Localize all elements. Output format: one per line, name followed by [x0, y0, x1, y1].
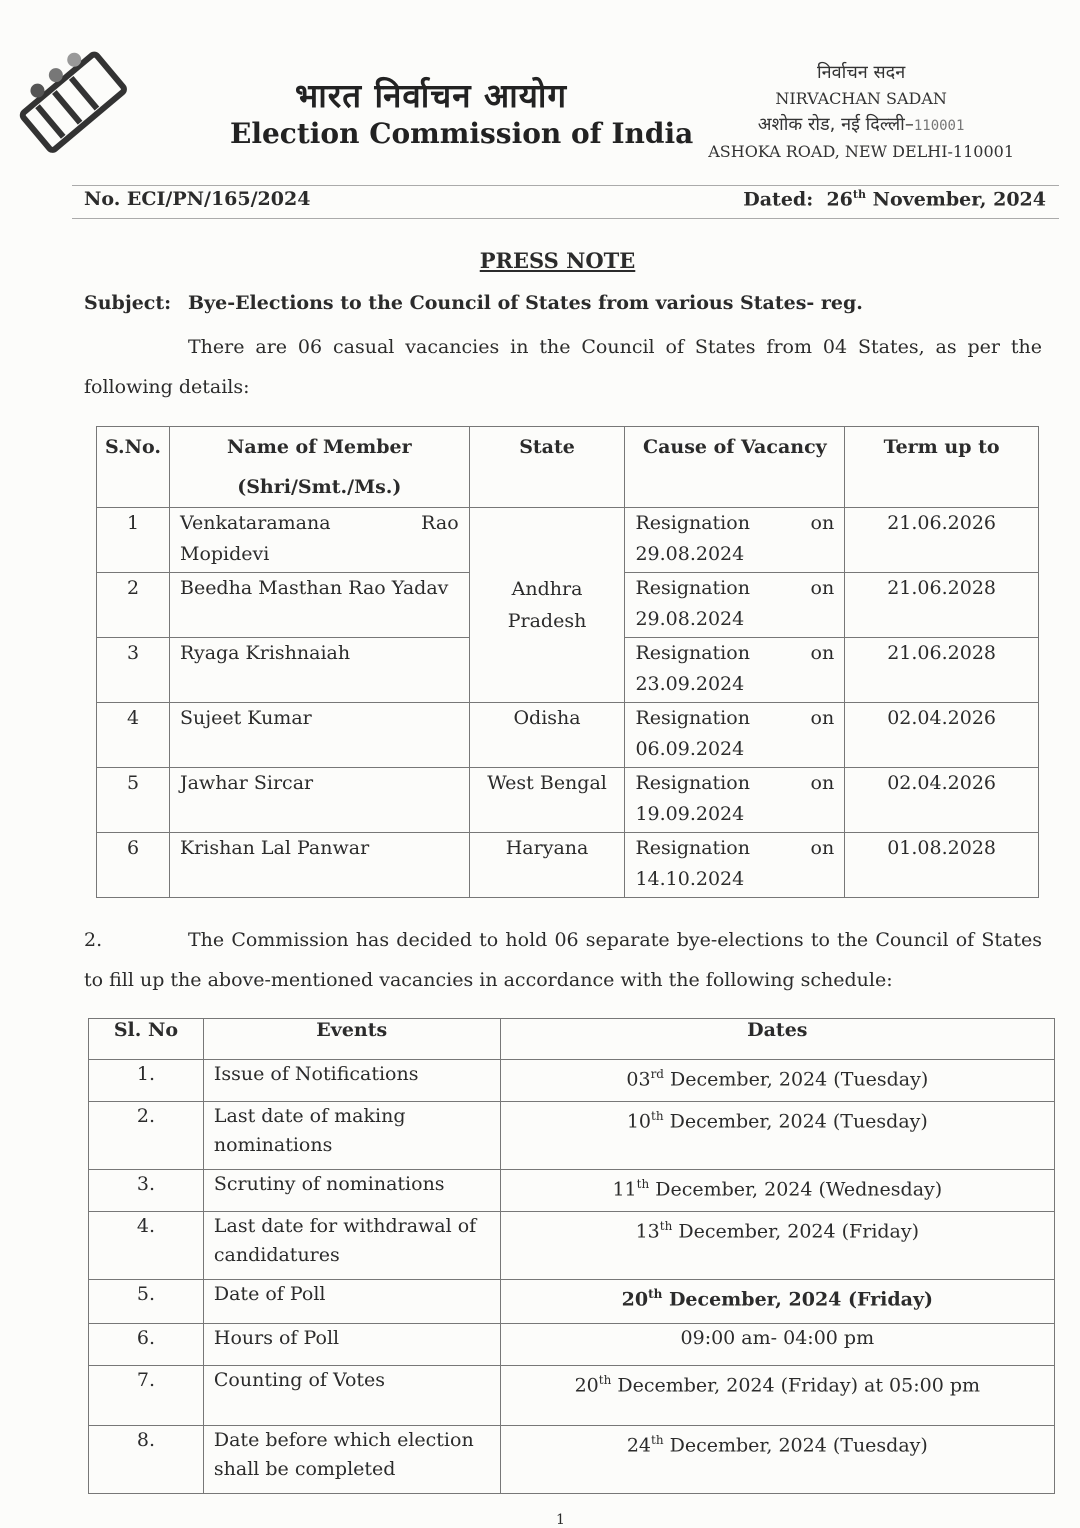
cause-on: on — [810, 707, 835, 729]
header-slno: Sl. No — [89, 1019, 204, 1060]
cell-term: 02.04.2026 — [845, 703, 1039, 768]
date-suffix: rd — [650, 1067, 664, 1081]
header-name-line-2: (Shri/Smt./Ms.) — [237, 476, 402, 498]
cell-term: 21.06.2028 — [845, 638, 1039, 703]
cell-sno: 1 — [97, 508, 170, 573]
cell-name-part: Rao — [421, 512, 459, 534]
cell-sno: 5 — [97, 768, 170, 833]
address-hindi-pin: 110001 — [913, 118, 965, 134]
date-suffix: th — [852, 188, 866, 201]
cell-name — [169, 508, 469, 573]
date-suffix: th — [659, 1219, 673, 1233]
cell-slno: 4. — [89, 1212, 204, 1280]
cause-word: Resignation — [635, 512, 750, 534]
table-row — [89, 1426, 1055, 1494]
cell-name-part: Mopidevi — [179, 543, 270, 565]
cell-name-part: Venkataramana — [179, 512, 331, 534]
cell-name: Sujeet Kumar — [169, 703, 469, 768]
address-hindi-line-2: अशोक रोड, नई दिल्ली– — [757, 114, 914, 135]
cause-word: Resignation — [635, 707, 750, 729]
cell-event: Issue of Notifications — [203, 1060, 500, 1102]
cause-on: on — [810, 642, 835, 664]
table-row — [89, 1170, 1055, 1212]
cause-word: Resignation — [635, 837, 750, 859]
date-rest: December, 2024 (Wednesday) — [649, 1178, 943, 1201]
date-suffix: th — [651, 1109, 664, 1123]
cell-slno: 5. — [89, 1280, 204, 1324]
schedule-table-header — [89, 1019, 1055, 1060]
date-suffix: th — [598, 1373, 612, 1387]
header-events: Events — [203, 1019, 500, 1060]
intro-text: There are 06 casual vacancies in the Council of States from 04 States, as per the following details: — [84, 336, 1042, 398]
event-line-1: Date before which election — [213, 1429, 474, 1451]
cell-term: 02.04.2026 — [845, 768, 1039, 833]
date-day: 11 — [612, 1178, 637, 1201]
cell-date-poll — [500, 1280, 1054, 1324]
cell-sno: 3 — [97, 638, 170, 703]
cause-on: on — [810, 772, 835, 794]
cell-sno: 4 — [97, 703, 170, 768]
cell-date — [500, 1366, 1054, 1426]
table-row — [97, 768, 1039, 833]
subject-text: Bye-Elections to the Council of States from various States- reg. — [188, 292, 863, 314]
cell-name: Beedha Masthan Rao Yadav — [169, 573, 469, 638]
cell-sno: 2 — [97, 573, 170, 638]
intro-paragraph — [84, 327, 1042, 407]
cell-date — [500, 1170, 1054, 1212]
cell-event — [203, 1102, 500, 1170]
header-term: Term up to — [845, 427, 1039, 508]
cell-event: Scrutiny of nominations — [203, 1170, 500, 1212]
cell-term: 01.08.2028 — [845, 833, 1039, 898]
subject-line — [84, 292, 863, 314]
date-rest: November, 2024 — [872, 188, 1046, 211]
header-dates: Dates — [500, 1019, 1054, 1060]
cause-date: 23.09.2024 — [635, 673, 745, 695]
ballot-box-logo-icon — [14, 48, 134, 158]
cell-state-merged — [469, 508, 625, 703]
date-rest: December, 2024 (Tuesday) — [663, 1068, 929, 1091]
cell-event: Date of Poll — [203, 1280, 500, 1324]
cause-word: Resignation — [635, 577, 750, 599]
english-title: Election Commission of India — [230, 117, 694, 150]
date-line — [743, 188, 1046, 210]
date-day: 20 — [574, 1374, 599, 1397]
date-rest: December, 2024 (Friday) — [672, 1220, 920, 1243]
date-rest: December, 2024 (Tuesday) — [663, 1110, 928, 1133]
hindi-title: भारत निर्वाचन आयोग — [295, 76, 568, 115]
date-day: 24 — [626, 1434, 651, 1457]
cell-date — [500, 1060, 1054, 1102]
header-rule-bottom — [72, 218, 1059, 219]
cell-state: Haryana — [469, 833, 625, 898]
cell-state: Odisha — [469, 703, 625, 768]
cell-term: 21.06.2028 — [845, 573, 1039, 638]
event-line-2: shall be completed — [213, 1458, 396, 1480]
address-block — [708, 60, 1014, 165]
cause-date: 29.08.2024 — [635, 608, 745, 630]
date-rest: December, 2024 (Tuesday) — [663, 1434, 928, 1457]
date-day: 20 — [621, 1288, 649, 1311]
cell-cause — [625, 833, 845, 898]
event-line-2: nominations — [213, 1134, 333, 1156]
paragraph-2-number: 2. — [84, 929, 103, 951]
cell-cause — [625, 508, 845, 573]
cell-slno: 7. — [89, 1366, 204, 1426]
cause-on: on — [810, 512, 835, 534]
press-note-heading: PRESS NOTE — [479, 248, 636, 273]
cell-term: 21.06.2026 — [845, 508, 1039, 573]
cell-slno: 3. — [89, 1170, 204, 1212]
cell-event — [203, 1212, 500, 1280]
cell-event: Counting of Votes — [203, 1366, 500, 1426]
cause-date: 29.08.2024 — [635, 543, 745, 565]
cell-slno: 1. — [89, 1060, 204, 1102]
cell-cause — [625, 638, 845, 703]
cause-date: 06.09.2024 — [635, 738, 745, 760]
cell-date — [500, 1102, 1054, 1170]
date-suffix: th — [648, 1287, 663, 1301]
cell-cause — [625, 768, 845, 833]
date-day: 13 — [635, 1220, 660, 1243]
table-row — [89, 1366, 1055, 1426]
cell-state: West Bengal — [469, 768, 625, 833]
header-state: State — [469, 427, 625, 508]
cell-slno: 6. — [89, 1324, 204, 1366]
cell-cause — [625, 573, 845, 638]
header-sno: S.No. — [97, 427, 170, 508]
address-hindi-line-1: निर्वाचन सदन — [817, 62, 906, 83]
cell-date — [500, 1212, 1054, 1280]
paragraph-2-text: The Commission has decided to hold 06 separate bye-elections to the Council of States to fill up the above-mentioned vacancies in accordance with the following schedule: — [84, 929, 1042, 991]
reference-number: No. ECI/PN/165/2024 — [84, 188, 311, 210]
header-cause: Cause of Vacancy — [625, 427, 845, 508]
table-row — [89, 1212, 1055, 1280]
date-label: Dated: — [743, 188, 814, 211]
vacancy-table — [96, 426, 1039, 898]
cell-slno: 8. — [89, 1426, 204, 1494]
header-rule-top — [72, 185, 1059, 186]
schedule-table — [88, 1018, 1055, 1494]
cell-event: Hours of Poll — [203, 1324, 500, 1366]
date-suffix: th — [636, 1177, 650, 1191]
state-line-2: Pradesh — [507, 610, 587, 632]
date-suffix: th — [651, 1433, 664, 1447]
cause-on: on — [810, 577, 835, 599]
state-line-1: Andhra — [511, 578, 583, 600]
table-row — [89, 1280, 1055, 1324]
date-day: 26 — [826, 188, 853, 211]
cause-date: 14.10.2024 — [635, 868, 745, 890]
date-rest: December, 2024 (Friday) at 05:00 pm — [611, 1374, 981, 1397]
date-day: 10 — [626, 1110, 651, 1133]
header-name-line-1: Name of Member — [227, 436, 412, 458]
paragraph-2 — [84, 920, 1042, 1000]
date-rest: December, 2024 (Friday) — [662, 1288, 934, 1311]
cause-date: 19.09.2024 — [635, 803, 745, 825]
header-name — [169, 427, 469, 508]
cell-name: Jawhar Sircar — [169, 768, 469, 833]
table-row — [89, 1060, 1055, 1102]
address-english-line-2: ASHOKA ROAD, NEW DELHI-110001 — [708, 142, 1014, 161]
page-number: 1 — [556, 1512, 565, 1528]
table-row — [97, 833, 1039, 898]
event-line-1: Last date of making — [213, 1105, 406, 1127]
cause-word: Resignation — [635, 772, 750, 794]
table-row — [89, 1102, 1055, 1170]
cell-name: Ryaga Krishnaiah — [169, 638, 469, 703]
table-row — [89, 1324, 1055, 1366]
cell-name: Krishan Lal Panwar — [169, 833, 469, 898]
cell-sno: 6 — [97, 833, 170, 898]
cell-cause — [625, 703, 845, 768]
date-day: 03 — [626, 1068, 651, 1091]
event-line-1: Last date for withdrawal of — [213, 1215, 477, 1237]
subject-label: Subject: — [84, 292, 172, 314]
cause-on: on — [810, 837, 835, 859]
table-row — [97, 703, 1039, 768]
cause-word: Resignation — [635, 642, 750, 664]
cell-date: 09:00 am- 04:00 pm — [500, 1324, 1054, 1366]
table-row — [97, 508, 1039, 573]
cell-event — [203, 1426, 500, 1494]
cell-date — [500, 1426, 1054, 1494]
event-line-2: candidatures — [213, 1244, 340, 1266]
address-english-line-1: NIRVACHAN SADAN — [775, 89, 947, 108]
vacancy-table-header — [97, 427, 1039, 508]
cell-slno: 2. — [89, 1102, 204, 1170]
